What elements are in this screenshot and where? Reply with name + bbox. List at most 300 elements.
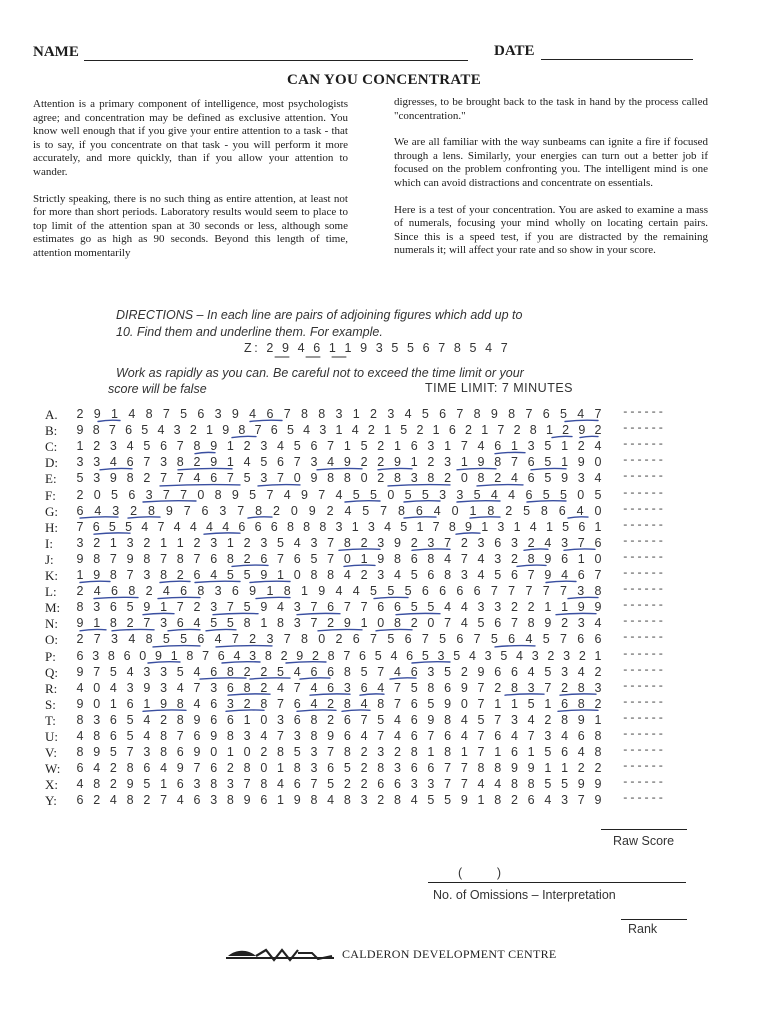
digit[interactable]: 0	[360, 471, 368, 486]
digit[interactable]: 3	[360, 793, 368, 808]
digit[interactable]: 5	[527, 696, 535, 711]
digit[interactable]: 6	[176, 745, 184, 760]
digit[interactable]: 9	[544, 616, 552, 631]
digit[interactable]: 7	[277, 696, 284, 711]
digit[interactable]: 6	[76, 648, 84, 663]
digit[interactable]: 4	[310, 680, 318, 695]
digit[interactable]: 7	[343, 600, 351, 615]
digit[interactable]: 7	[527, 568, 535, 582]
digit[interactable]: 9	[193, 712, 201, 727]
digit[interactable]: 8	[310, 712, 318, 727]
digit[interactable]: 9	[444, 696, 452, 711]
digit[interactable]: 4	[327, 455, 335, 470]
digit[interactable]: 6	[109, 729, 117, 743]
digit[interactable]: 2	[577, 439, 585, 454]
digit[interactable]: 1	[384, 423, 392, 438]
digit[interactable]: 8	[444, 568, 452, 582]
digit[interactable]: 3	[544, 729, 552, 743]
digit[interactable]: 5	[293, 745, 301, 760]
digit[interactable]: 2	[143, 535, 151, 550]
digit[interactable]: 6	[448, 423, 456, 438]
digit[interactable]: 1	[226, 439, 234, 454]
digit[interactable]: 1	[277, 793, 284, 808]
digit[interactable]: 9	[296, 648, 304, 663]
answer-blank[interactable]: ------	[622, 680, 665, 693]
digit[interactable]: 2	[360, 745, 368, 760]
digit[interactable]: 7	[327, 745, 335, 760]
digit[interactable]: 0	[577, 487, 585, 502]
digit[interactable]: 3	[444, 455, 452, 470]
digit[interactable]: 6	[210, 551, 218, 566]
digit[interactable]: 2	[377, 455, 385, 470]
digit[interactable]: 5	[477, 616, 485, 631]
digit[interactable]: 2	[460, 664, 468, 679]
digit[interactable]: 2	[260, 680, 268, 695]
digit[interactable]: 3	[561, 793, 569, 808]
digit[interactable]: 7	[231, 632, 239, 647]
digit[interactable]: 2	[510, 600, 518, 615]
digit[interactable]: 8	[393, 616, 401, 631]
digit[interactable]: 9	[109, 471, 117, 486]
digit[interactable]: 6	[327, 600, 335, 615]
answer-blank[interactable]: ------	[622, 664, 665, 677]
digit[interactable]: 8	[494, 761, 502, 776]
digit[interactable]: 6	[494, 439, 502, 454]
digit[interactable]: 8	[186, 648, 194, 663]
digit[interactable]: 7	[243, 777, 251, 792]
digit[interactable]: 6	[193, 568, 201, 582]
digit[interactable]: 2	[427, 455, 435, 470]
digit[interactable]: 6	[456, 632, 464, 647]
digit[interactable]: 9	[527, 761, 535, 776]
digit[interactable]: 0	[460, 471, 468, 486]
digit[interactable]: 1	[109, 696, 117, 711]
digit[interactable]: 5	[277, 535, 284, 550]
raw-score-field[interactable]	[601, 829, 687, 830]
digit[interactable]: 8	[93, 551, 101, 566]
digit[interactable]: 8	[343, 745, 351, 760]
digit[interactable]: 2	[505, 503, 513, 518]
digit[interactable]: 0	[293, 568, 301, 582]
digit[interactable]: 8	[318, 407, 326, 421]
digit[interactable]: 4	[94, 503, 102, 518]
digit[interactable]: 7	[183, 503, 191, 518]
digit[interactable]: 9	[165, 503, 173, 518]
digit[interactable]: 7	[157, 519, 165, 534]
digit[interactable]: 2	[360, 777, 368, 792]
digit[interactable]: 1	[160, 535, 168, 550]
digit[interactable]: 4	[527, 712, 535, 727]
digit[interactable]: 9	[93, 568, 101, 582]
digit[interactable]: 4	[516, 648, 523, 663]
digit[interactable]: 8	[527, 551, 535, 566]
digit[interactable]: 1	[360, 616, 368, 631]
digit[interactable]: 4	[352, 584, 360, 599]
digit[interactable]: 8	[143, 551, 151, 566]
digit[interactable]: 0	[594, 503, 602, 518]
digit[interactable]: 7	[180, 487, 188, 502]
digit[interactable]: 7	[494, 712, 502, 727]
digit[interactable]: 7	[76, 519, 84, 534]
digit[interactable]: 2	[76, 632, 84, 647]
digit[interactable]: 3	[577, 471, 585, 486]
digit[interactable]: 9	[544, 568, 552, 582]
digit[interactable]: 8	[448, 519, 456, 534]
digit[interactable]: 2	[327, 616, 335, 631]
digit[interactable]: 9	[310, 471, 318, 486]
digit[interactable]: 2	[377, 439, 385, 454]
digit[interactable]: 5	[453, 648, 461, 663]
digit[interactable]: 8	[527, 616, 535, 631]
digit[interactable]: 3	[577, 584, 585, 599]
digit[interactable]: 7	[176, 439, 184, 454]
digit[interactable]: 6	[327, 664, 335, 679]
digit[interactable]: 7	[510, 455, 518, 470]
digit[interactable]: 6	[444, 729, 452, 743]
digit[interactable]: 6	[109, 712, 117, 727]
digit[interactable]: 5	[410, 600, 418, 615]
digit[interactable]: 7	[310, 600, 318, 615]
digit[interactable]: 4	[460, 600, 468, 615]
digit[interactable]: 7	[266, 487, 274, 502]
digit[interactable]: 7	[277, 551, 284, 566]
digit[interactable]: 4	[351, 423, 359, 438]
digit[interactable]: 0	[243, 745, 251, 760]
digit[interactable]: 7	[594, 568, 602, 582]
digit[interactable]: 2	[460, 535, 468, 550]
digit[interactable]: 7	[143, 616, 151, 631]
digit[interactable]: 5	[141, 423, 149, 438]
digit[interactable]: 8	[410, 745, 418, 760]
digit[interactable]: 8	[76, 745, 84, 760]
digit[interactable]: 4	[310, 696, 318, 711]
answer-blank[interactable]: ------	[622, 696, 665, 709]
digit[interactable]: 6	[404, 632, 412, 647]
digit[interactable]: 9	[143, 600, 151, 615]
digit[interactable]: 9	[327, 729, 335, 743]
digit[interactable]: 1	[335, 423, 343, 438]
digit[interactable]: 7	[542, 584, 550, 599]
digit[interactable]: 7	[510, 616, 518, 631]
digit[interactable]: 7	[360, 600, 368, 615]
digit[interactable]: 6	[456, 584, 464, 599]
digit[interactable]: 7	[393, 696, 401, 711]
digit[interactable]: 6	[226, 712, 234, 727]
digit[interactable]: 8	[303, 519, 311, 534]
digit[interactable]: 7	[283, 407, 291, 421]
digit[interactable]: 7	[202, 648, 210, 663]
digit[interactable]: 6	[270, 519, 278, 534]
digit[interactable]: 2	[594, 664, 602, 679]
digit[interactable]: 1	[93, 616, 101, 631]
digit[interactable]: 2	[367, 423, 375, 438]
digit[interactable]: 4	[510, 471, 518, 486]
digit[interactable]: 6	[254, 519, 262, 534]
digit[interactable]: 4	[222, 519, 230, 534]
digit[interactable]: 2	[93, 793, 101, 808]
digit[interactable]: 7	[370, 632, 377, 647]
digit[interactable]: 5	[544, 455, 552, 470]
digit[interactable]: 2	[126, 616, 134, 631]
digit[interactable]: 7	[193, 680, 201, 695]
digit[interactable]: 8	[594, 584, 602, 599]
digit[interactable]: 7	[226, 600, 234, 615]
digit[interactable]: 0	[260, 761, 268, 776]
digit[interactable]: 7	[432, 519, 440, 534]
digit[interactable]: 3	[293, 616, 301, 631]
digit[interactable]: 0	[139, 648, 147, 663]
digit[interactable]: 0	[460, 696, 468, 711]
digit[interactable]: 3	[594, 680, 602, 695]
digit[interactable]: 4	[477, 551, 485, 566]
digit[interactable]: 4	[157, 423, 165, 438]
digit[interactable]: 4	[360, 729, 368, 743]
digit[interactable]: 4	[525, 632, 533, 647]
digit[interactable]: 3	[343, 680, 351, 695]
digit[interactable]: 3	[214, 407, 222, 421]
digit[interactable]: 2	[416, 423, 424, 438]
digit[interactable]: 1	[460, 455, 468, 470]
digit[interactable]: 5	[387, 584, 395, 599]
digit[interactable]: 8	[197, 584, 205, 599]
digit[interactable]: 9	[577, 712, 585, 727]
digit[interactable]: 6	[128, 487, 136, 502]
digit[interactable]: 1	[444, 439, 452, 454]
digit[interactable]: 8	[243, 616, 251, 631]
digit[interactable]: 6	[327, 680, 335, 695]
digit[interactable]: 3	[497, 519, 505, 534]
digit[interactable]: 1	[561, 600, 569, 615]
digit[interactable]: 8	[300, 632, 308, 647]
digit[interactable]: 7	[109, 551, 117, 566]
digit[interactable]: 5	[343, 761, 351, 776]
digit[interactable]: 1	[494, 696, 502, 711]
digit[interactable]: 3	[335, 407, 343, 421]
digit[interactable]: 8	[93, 777, 101, 792]
digit[interactable]: 0	[290, 503, 298, 518]
digit[interactable]: 4	[126, 439, 134, 454]
digit[interactable]: 5	[559, 487, 567, 502]
digit[interactable]: 4	[277, 777, 284, 792]
digit[interactable]: 8	[393, 551, 401, 566]
digit[interactable]: 1	[109, 535, 117, 550]
digit[interactable]: 9	[577, 600, 585, 615]
digit[interactable]: 4	[490, 487, 498, 502]
digit[interactable]: 6	[494, 729, 502, 743]
digit[interactable]: 4	[410, 793, 418, 808]
digit[interactable]: 2	[243, 439, 251, 454]
digit[interactable]: 9	[222, 423, 230, 438]
digit[interactable]: 1	[360, 551, 368, 566]
digit[interactable]: 2	[109, 777, 117, 792]
digit[interactable]: 6	[508, 632, 516, 647]
digit[interactable]: 6	[439, 584, 447, 599]
digit[interactable]: 2	[130, 503, 138, 518]
digit[interactable]: 7	[525, 584, 533, 599]
digit[interactable]: 8	[243, 761, 251, 776]
digit[interactable]: 4	[93, 761, 101, 776]
digit[interactable]: 6	[266, 407, 274, 421]
answer-blank[interactable]: ------	[622, 503, 665, 516]
digit[interactable]: 3	[477, 600, 485, 615]
digit[interactable]: 6	[210, 712, 218, 727]
digit[interactable]: 7	[327, 535, 335, 550]
digit[interactable]: 8	[176, 712, 184, 727]
digit[interactable]: 7	[577, 535, 585, 550]
digit[interactable]: 7	[444, 616, 452, 631]
digit[interactable]: 7	[143, 455, 151, 470]
digit[interactable]: 8	[226, 729, 234, 743]
digit[interactable]: 5	[410, 680, 418, 695]
digit[interactable]: 4	[393, 664, 401, 679]
digit[interactable]: 7	[497, 423, 505, 438]
digit[interactable]: 4	[529, 519, 537, 534]
digit[interactable]: 6	[293, 712, 301, 727]
digit[interactable]: 8	[487, 503, 495, 518]
digit[interactable]: 4	[508, 487, 516, 502]
digit[interactable]: 6	[360, 680, 368, 695]
digit[interactable]: 3	[214, 584, 222, 599]
digit[interactable]: 9	[126, 777, 134, 792]
digit[interactable]: 5	[360, 439, 368, 454]
digit[interactable]: 3	[226, 696, 234, 711]
digit[interactable]: 5	[421, 487, 429, 502]
digit[interactable]: 4	[303, 423, 311, 438]
digit[interactable]: 7	[277, 729, 284, 743]
digit[interactable]: 5	[327, 777, 335, 792]
digit[interactable]: 9	[578, 423, 586, 438]
digit[interactable]: 3	[126, 680, 134, 695]
digit[interactable]: 8	[508, 407, 516, 421]
digit[interactable]: 1	[352, 407, 360, 421]
digit[interactable]: 3	[145, 487, 153, 502]
digit[interactable]: 1	[143, 696, 151, 711]
digit[interactable]: 6	[410, 696, 418, 711]
digit[interactable]: 5	[439, 632, 447, 647]
digit[interactable]: 9	[594, 600, 602, 615]
digit[interactable]: 7	[237, 503, 245, 518]
digit[interactable]: 3	[210, 535, 218, 550]
digit[interactable]: 9	[594, 793, 602, 808]
digit[interactable]: 6	[327, 761, 335, 776]
digit[interactable]: 3	[484, 648, 492, 663]
digit[interactable]: 6	[260, 793, 268, 808]
digit[interactable]: 8	[444, 745, 452, 760]
digit[interactable]: 7	[577, 793, 585, 808]
digit[interactable]: 6	[494, 616, 502, 631]
digit[interactable]: 8	[393, 793, 401, 808]
digit[interactable]: 4	[293, 535, 301, 550]
digit[interactable]: 8	[210, 777, 218, 792]
digit[interactable]: 9	[143, 680, 151, 695]
digit[interactable]: 2	[193, 535, 201, 550]
digit[interactable]: 0	[343, 551, 351, 566]
digit[interactable]: 3	[210, 793, 218, 808]
digit[interactable]: 6	[410, 712, 418, 727]
digit[interactable]: 2	[360, 535, 368, 550]
digit[interactable]: 6	[109, 600, 117, 615]
digit[interactable]: 2	[561, 616, 569, 631]
digit[interactable]: 3	[561, 535, 569, 550]
digit[interactable]: 7	[473, 632, 481, 647]
digit[interactable]: 4	[193, 471, 201, 486]
digit[interactable]: 6	[270, 423, 278, 438]
digit[interactable]: 9	[193, 745, 201, 760]
digit[interactable]: 9	[76, 423, 84, 438]
digit[interactable]: 2	[393, 745, 401, 760]
digit[interactable]: 3	[527, 680, 535, 695]
digit[interactable]: 6	[410, 729, 418, 743]
digit[interactable]: 3	[427, 664, 435, 679]
digit[interactable]: 8	[343, 696, 351, 711]
digit[interactable]: 5	[126, 600, 134, 615]
digit[interactable]: 1	[577, 551, 585, 566]
digit[interactable]: 7	[176, 600, 184, 615]
digit[interactable]: 9	[318, 584, 326, 599]
digit[interactable]: 9	[460, 680, 468, 695]
digit[interactable]: 3	[310, 761, 318, 776]
digit[interactable]: 4	[176, 680, 184, 695]
digit[interactable]: 4	[577, 407, 585, 421]
digit[interactable]: 3	[160, 455, 168, 470]
digit[interactable]: 3	[310, 535, 318, 550]
digit[interactable]: 4	[193, 664, 201, 679]
digit[interactable]: 6	[377, 777, 385, 792]
digit[interactable]: 0	[594, 455, 602, 470]
digit[interactable]: 8	[109, 616, 117, 631]
digit[interactable]: 7	[460, 761, 468, 776]
digit[interactable]: 2	[594, 761, 602, 776]
digit[interactable]: 8	[214, 487, 222, 502]
digit[interactable]: 2	[243, 696, 251, 711]
digit[interactable]: 8	[226, 664, 234, 679]
digit[interactable]: 0	[318, 632, 326, 647]
digit[interactable]: 4	[173, 519, 181, 534]
digit[interactable]: 2	[272, 503, 280, 518]
digit[interactable]: 4	[335, 584, 343, 599]
digit[interactable]: 4	[176, 793, 184, 808]
digit[interactable]: 3	[367, 519, 375, 534]
digit[interactable]: 5	[249, 487, 257, 502]
digit[interactable]: 2	[326, 503, 334, 518]
digit[interactable]: 7	[160, 471, 168, 486]
digit[interactable]: 5	[544, 777, 552, 792]
digit[interactable]: 6	[393, 777, 401, 792]
digit[interactable]: 4	[510, 729, 518, 743]
digit[interactable]: 9	[393, 455, 401, 470]
digit[interactable]: 6	[293, 551, 301, 566]
digit[interactable]: 3	[260, 471, 268, 486]
digit[interactable]: 6	[410, 761, 418, 776]
digit[interactable]: 5	[500, 648, 508, 663]
digit[interactable]: 2	[193, 600, 201, 615]
digit[interactable]: 7	[360, 712, 368, 727]
digit[interactable]: 9	[510, 761, 518, 776]
digit[interactable]: 3	[293, 600, 301, 615]
digit[interactable]: 9	[155, 648, 162, 663]
digit[interactable]: 4	[293, 664, 301, 679]
digit[interactable]: 3	[160, 664, 168, 679]
digit[interactable]: 7	[460, 439, 468, 454]
digit[interactable]: 7	[318, 487, 326, 502]
digit[interactable]: 6	[561, 551, 569, 566]
digit[interactable]: 8	[126, 471, 134, 486]
digit[interactable]: 9	[249, 584, 257, 599]
digit[interactable]: 5	[377, 712, 385, 727]
digit[interactable]: 4	[477, 439, 485, 454]
digit[interactable]: 5	[243, 600, 251, 615]
digit[interactable]: 1	[176, 535, 184, 550]
